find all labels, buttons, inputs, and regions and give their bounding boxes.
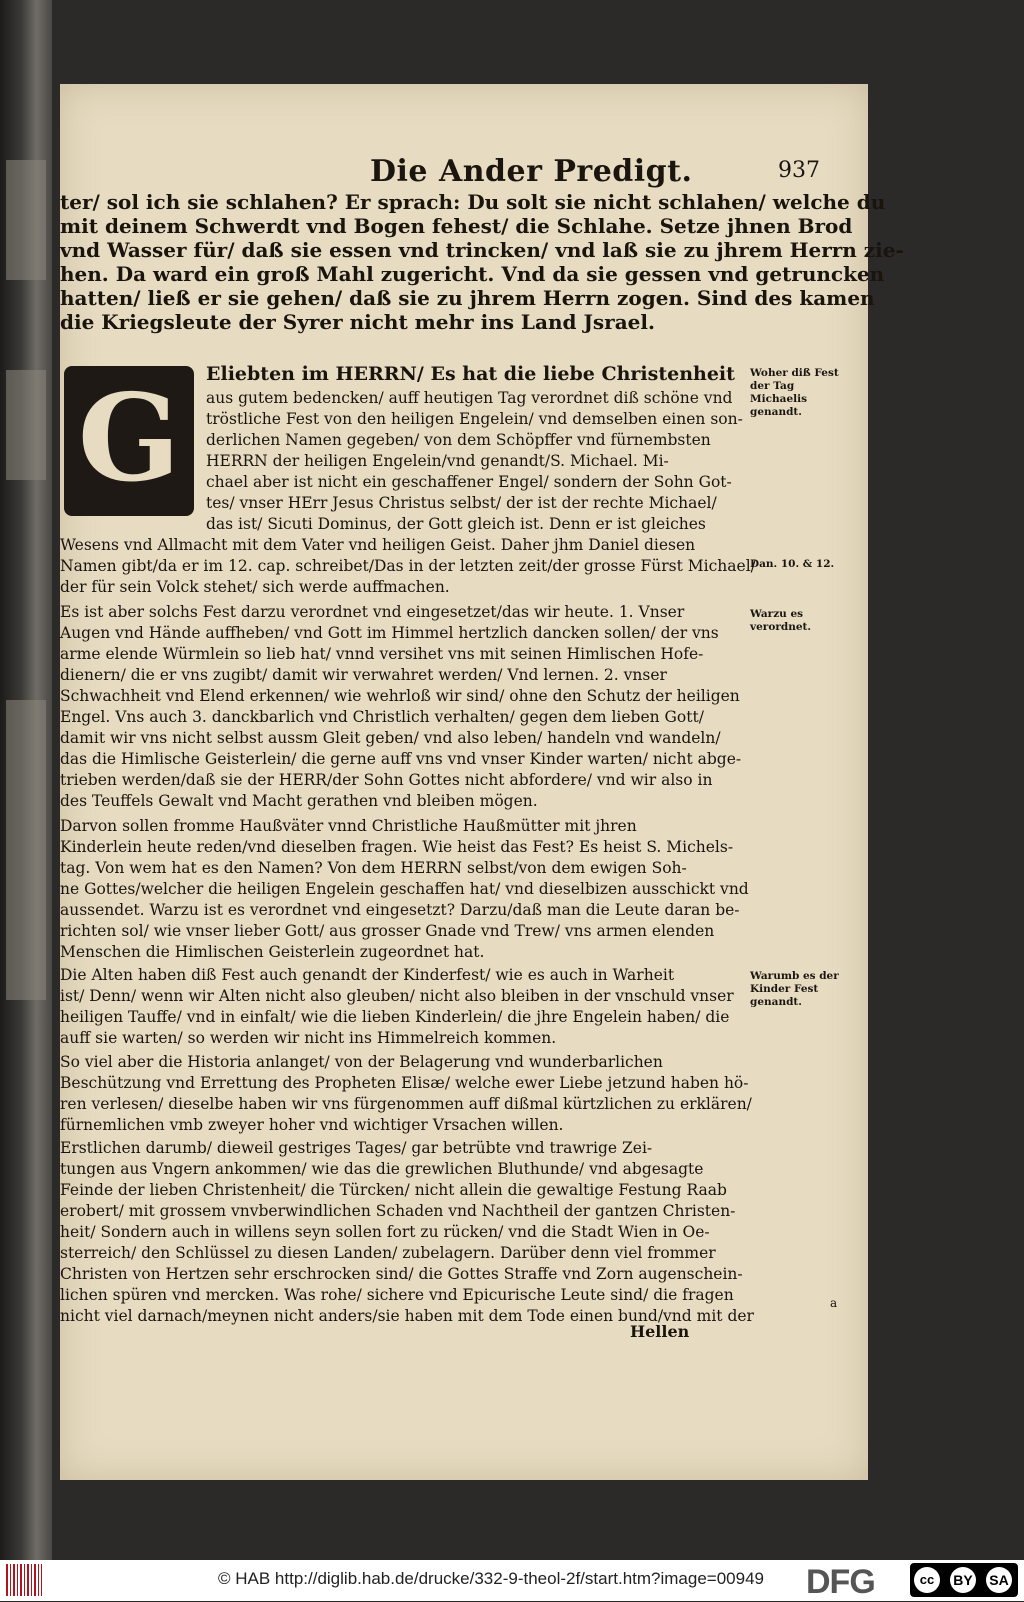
marginal-note: Woher diß Fest der Tag Michaelis genandt.	[750, 367, 839, 418]
dfg-logo: DFG	[806, 1563, 875, 1601]
text-line: arme elende Würmlein so lieb hat/ vnnd versihet vns mit seinen Himlischen Hofe-	[60, 645, 704, 663]
text-line: dienern/ die er vns zugibt/ damit wir verwahret werden/ Vnd lernen. 2. vnser	[60, 666, 667, 684]
footer-citation-link[interactable]: © HAB http://diglib.hab.de/drucke/332-9-theol-2f/start.htm?image=00949	[218, 1569, 764, 1588]
text-line: ter/ sol ich sie schlahen? Er sprach: Du solt sie nicht schlahen/ welche du	[60, 190, 886, 214]
marginal-note: Dan. 10. & 12.	[750, 558, 835, 570]
text-line: Darvon sollen fromme Haußväter vnnd Christliche Haußmütter mit jhren	[60, 817, 637, 835]
text-line: das ist/ Sicuti Dominus, der Gott gleich ist. Denn er ist gleiches	[206, 515, 706, 533]
text-line: derlichen Namen gegeben/ von dem Schöpffer vnd fürnembsten	[206, 431, 711, 449]
adjacent-page-edge	[0, 0, 52, 1560]
text-line: tungen aus Vngern ankommen/ wie das die grewlichen Bluthunde/ vnd abgesagte	[60, 1160, 704, 1178]
text-line: Feinde der lieben Christenheit/ die Türcken/ nicht allein die gewaltige Festung Raab	[60, 1181, 727, 1199]
text-line: ne Gottes/welcher die heiligen Engelein geschaffen hat/ vnd dieselbizen ausschickt vnd	[60, 880, 749, 898]
text-line: Die Alten haben diß Fest auch genandt der Kinderfest/ wie es auch in Warheit	[60, 966, 675, 984]
text-line: der für sein Volck stehet/ sich werde auffmachen.	[60, 578, 450, 596]
text-line: chael aber ist nicht ein geschaffener Engel/ sondern der Sohn Got-	[206, 473, 732, 491]
text-line: aussendet. Warzu ist es verordnet vnd eingesetzt? Darzu/daß man die Leute daran be-	[60, 901, 740, 919]
text-line: richten sol/ wie vnser lieber Gott/ aus grosser Gnade vnd Trew/ vns armen elenden	[60, 922, 715, 940]
text-line: das die Himlische Geisterlein/ die gerne auff vns vnd vnser Kinder warten/ nicht abge-	[60, 750, 742, 768]
by-icon: BY	[950, 1567, 976, 1593]
text-line: HERRN der heiligen Engelein/vnd genandt/S. Michael. Mi-	[206, 452, 669, 470]
text-line: heit/ Sondern auch in willens seyn sollen fort zu rücken/ vnd die Stadt Wien in Oe-	[60, 1223, 710, 1241]
text-line: Christen von Hertzen sehr erschrocken sind/ die Gottes Straffe vnd Zorn augenschein-	[60, 1265, 743, 1283]
text-line: Engel. Vns auch 3. danckbarlich vnd Christlich verhalten/ gegen dem lieben Gott/	[60, 708, 704, 726]
marginal-note: Warumb es der Kinder Fest genandt.	[750, 970, 839, 1008]
text-line: trieben werden/daß sie der HERR/der Sohn Gottes nicht abfordere/ vnd wir also in	[60, 771, 713, 789]
text-line: Wesens vnd Allmacht mit dem Vater vnd heiligen Geist. Daher jhm Daniel diesen	[60, 536, 696, 554]
text-line: nicht viel darnach/meynen nicht anders/sie haben mit dem Tode einen bund/vnd mit der	[60, 1307, 754, 1325]
text-line: Es ist aber solchs Fest darzu verordnet vnd eingesetzet/das wir heute. 1. Vnser	[60, 603, 685, 621]
text-line: Eliebten im HERRN/ Es hat die liebe Christenheit	[206, 363, 735, 385]
cc-icon: cc	[914, 1567, 940, 1593]
text-line: tag. Von wem hat es den Namen? Von dem HERRN selbst/von dem ewigen Soh-	[60, 859, 687, 877]
text-line: Kinderlein heute reden/vnd dieselben fragen. Wie heist das Fest? Es heist S. Michels-	[60, 838, 734, 856]
text-line: Schwachheit vnd Elend erkennen/ wie wehrloß wir sind/ ohne den Schutz der heiligen	[60, 687, 740, 705]
footer-bar	[0, 1560, 1024, 1601]
text-line: heiligen Tauffe/ vnd in einfalt/ wie die lieben Kinderlein/ die jhre Engelein haben/ die	[60, 1008, 730, 1026]
page-number: 937	[778, 158, 820, 183]
initial-letter: G	[77, 368, 181, 509]
marginal-note: Warzu es verordnet.	[750, 608, 812, 633]
text-line: damit wir vns nicht selbst aussm Gleit geben/ vnd also leben/ handeln vnd wandeln/	[60, 729, 721, 747]
text-line: fürnemlichen vmb zweyer hoher vnd wichtiger Vrsachen willen.	[60, 1116, 564, 1134]
text-line: tes/ vnser HErr Jesus Christus selbst/ der ist der rechte Michael/	[206, 494, 717, 512]
text-line: tröstliche Fest von den heiligen Engelein/ vnd demselben einen son-	[206, 410, 743, 428]
text-line: aus gutem bedencken/ auff heutigen Tag verordnet diß schöne vnd	[206, 389, 733, 407]
catchword: Hellen	[630, 1322, 690, 1341]
text-line: Augen vnd Hände auffheben/ vnd Gott im Himmel hertzlich dancken sollen/ der vns	[60, 624, 719, 642]
page-header	[300, 154, 820, 194]
text-line: die Kriegsleute der Syrer nicht mehr ins Land Jsrael.	[60, 310, 655, 334]
text-line: erobert/ mit grossem vnvberwindlichen Schaden vnd Nachtheil der gantzen Christen-	[60, 1202, 736, 1220]
text-line: Namen gibt/da er im 12. cap. schreibet/Das in der letzten zeit/der grosse Fürst Michael/	[60, 557, 756, 575]
text-line: auff sie warten/ so werden wir nicht ins Himmelreich kommen.	[60, 1029, 557, 1047]
text-line: Menschen die Himlischen Geisterlein zugeordnet hat.	[60, 943, 485, 961]
bleed-through-mark	[6, 160, 46, 280]
text-line: hatten/ ließ er sie gehen/ daß sie zu jhrem Herrn zogen. Sind des kamen	[60, 286, 875, 310]
decorated-initial	[64, 366, 194, 516]
book-page	[60, 84, 904, 1480]
text-line: Beschützung vnd Errettung des Propheten Elisæ/ welche ewer Liebe jetzund haben hö-	[60, 1074, 749, 1092]
text-line: Erstlichen darumb/ dieweil gestriges Tages/ gar betrübte vnd trawrige Zei-	[60, 1139, 653, 1157]
text-line: lichen spüren vnd mercken. Was rohe/ sichere vnd Epicurische Leute sind/ die fragen	[60, 1286, 734, 1304]
barcode-icon	[6, 1564, 42, 1596]
text-line: ren verlesen/ dieselbe haben wir vns fürgenommen auff dißmal kürtzlichen zu erklären/	[60, 1095, 752, 1113]
running-title: Die Ander Predigt.	[370, 154, 693, 189]
bleed-through-mark	[6, 370, 46, 480]
cc-license-badge[interactable]	[910, 1563, 1018, 1597]
text-line: sterreich/ den Schlüssel zu diesen Landen/ zubelagern. Darüber denn viel frommer	[60, 1244, 716, 1262]
text-line: mit deinem Schwerdt vnd Bogen fehest/ die Schlahe. Setze jhnen Brod	[60, 214, 853, 238]
text-line: ist/ Denn/ wenn wir Alten nicht also gleuben/ nicht also bleiben in der vnschuld vnser	[60, 987, 734, 1005]
text-line: hen. Da ward ein groß Mahl zugericht. Vnd da sie gessen vnd getruncken	[60, 262, 885, 286]
text-line: So viel aber die Historia anlanget/ von der Belagerung vnd wunderbarlichen	[60, 1053, 663, 1071]
text-line: vnd Wasser für/ daß sie essen vnd trincken/ vnd laß sie zu jhrem Herrn zie-	[60, 238, 904, 262]
bleed-through-mark	[6, 700, 46, 1000]
sa-icon: SA	[986, 1567, 1012, 1593]
signature-mark: a	[830, 1296, 838, 1310]
text-line: des Teuffels Gewalt vnd Macht gerathen vnd bleiben mögen.	[60, 792, 538, 810]
